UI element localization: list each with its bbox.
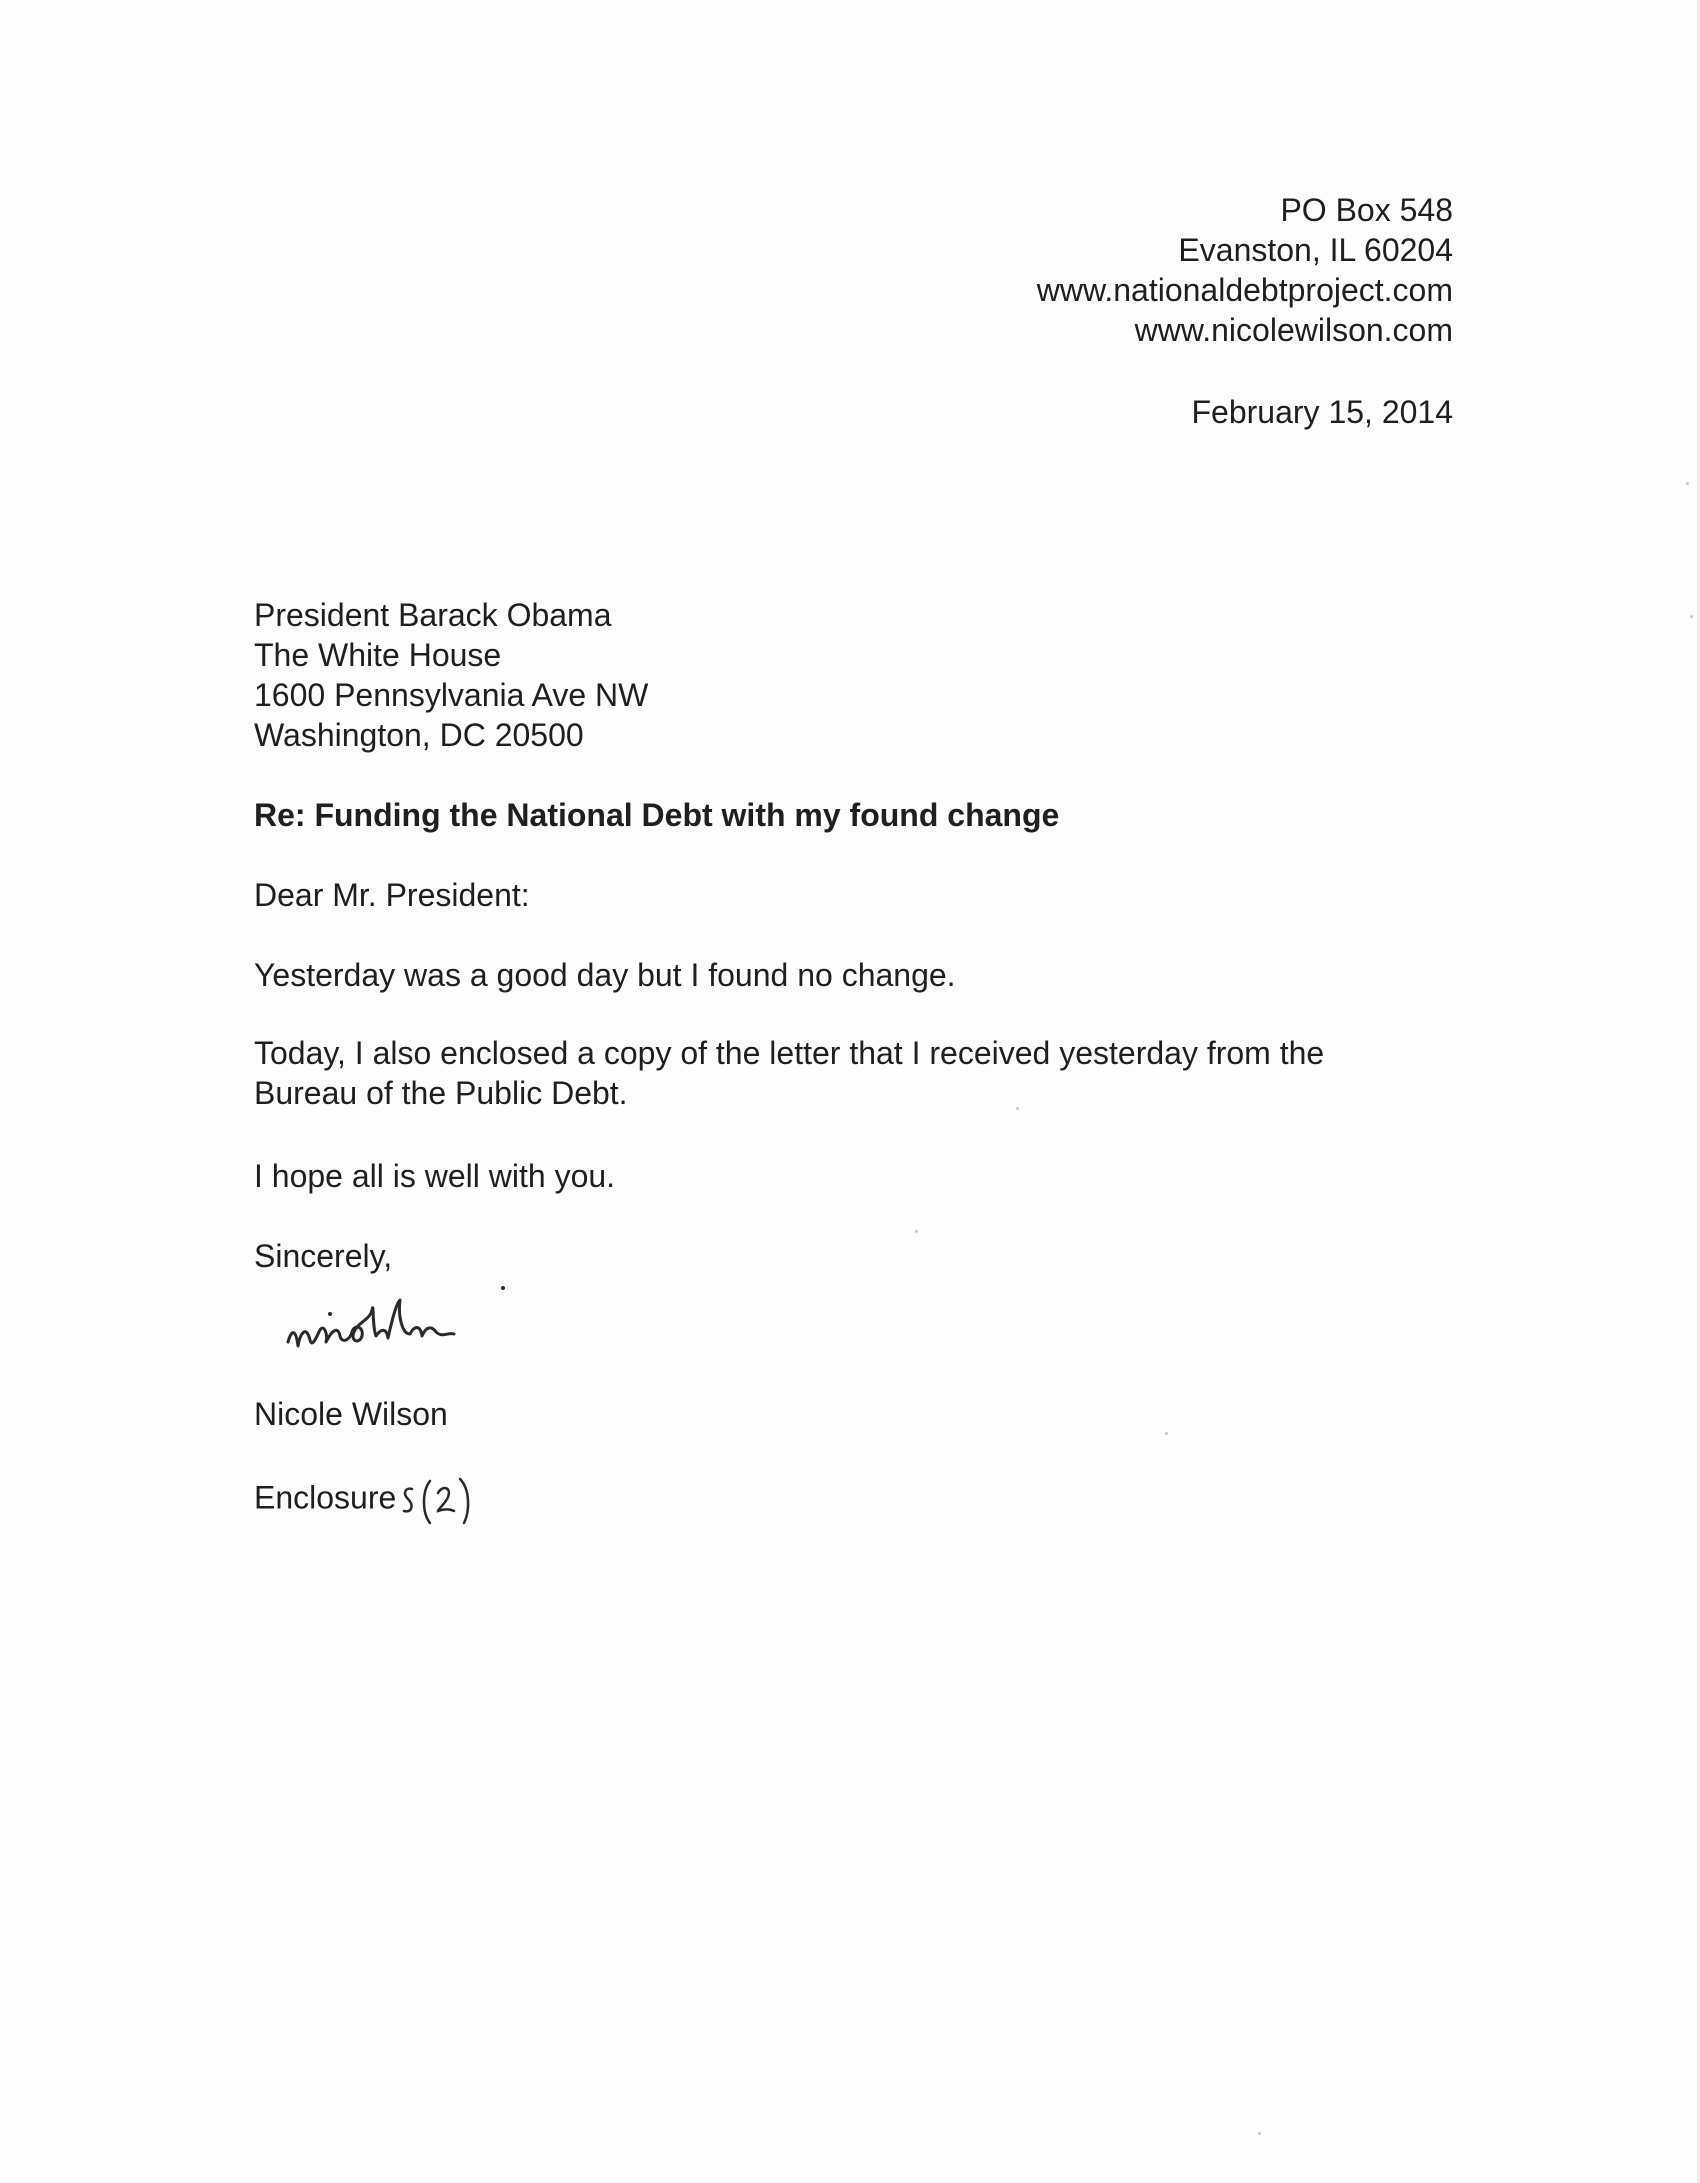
signer-name: Nicole Wilson <box>254 1396 448 1432</box>
scan-speck <box>1258 2132 1261 2135</box>
letter-date: February 15, 2014 <box>1191 394 1453 430</box>
recipient-city-state-zip: Washington, DC 20500 <box>254 717 584 753</box>
enclosure-line <box>254 1473 1454 1527</box>
recipient-organization: The White House <box>254 637 502 673</box>
handwritten-signature <box>280 1280 560 1380</box>
scan-speck <box>1690 615 1693 618</box>
scan-speck <box>1686 482 1689 485</box>
recipient-name: President Barack Obama <box>254 597 612 633</box>
body-paragraph-3: I hope all is well with you. <box>254 1158 616 1194</box>
sender-website-1: www.nationaldebtproject.com <box>1036 272 1453 308</box>
scan-speck <box>1016 1107 1019 1110</box>
body-paragraph-2: Today, I also enclosed a copy of the letter that I received yesterday from the Bureau of the Public Debt. <box>254 1035 1325 1111</box>
sender-city-state-zip: Evanston, IL 60204 <box>1178 232 1453 268</box>
scan-speck <box>1165 1432 1168 1435</box>
scan-speck <box>915 1230 918 1233</box>
enclosure-label: Enclosure <box>254 1479 397 1516</box>
salutation: Dear Mr. President: <box>254 877 530 913</box>
body-paragraph-1: Yesterday was a good day but I found no change. <box>254 957 956 993</box>
subject-line: Re: Funding the National Debt with my found change <box>254 797 1060 833</box>
sender-address-block <box>1037 190 1453 350</box>
sender-website-2: www.nicolewilson.com <box>1134 312 1453 348</box>
recipient-address-block <box>254 595 1454 755</box>
handwritten-enclosure-count <box>398 1473 478 1527</box>
closing: Sincerely, <box>254 1238 393 1274</box>
recipient-street: 1600 Pennsylvania Ave NW <box>254 677 649 713</box>
sender-po-box: PO Box 548 <box>1280 192 1453 228</box>
